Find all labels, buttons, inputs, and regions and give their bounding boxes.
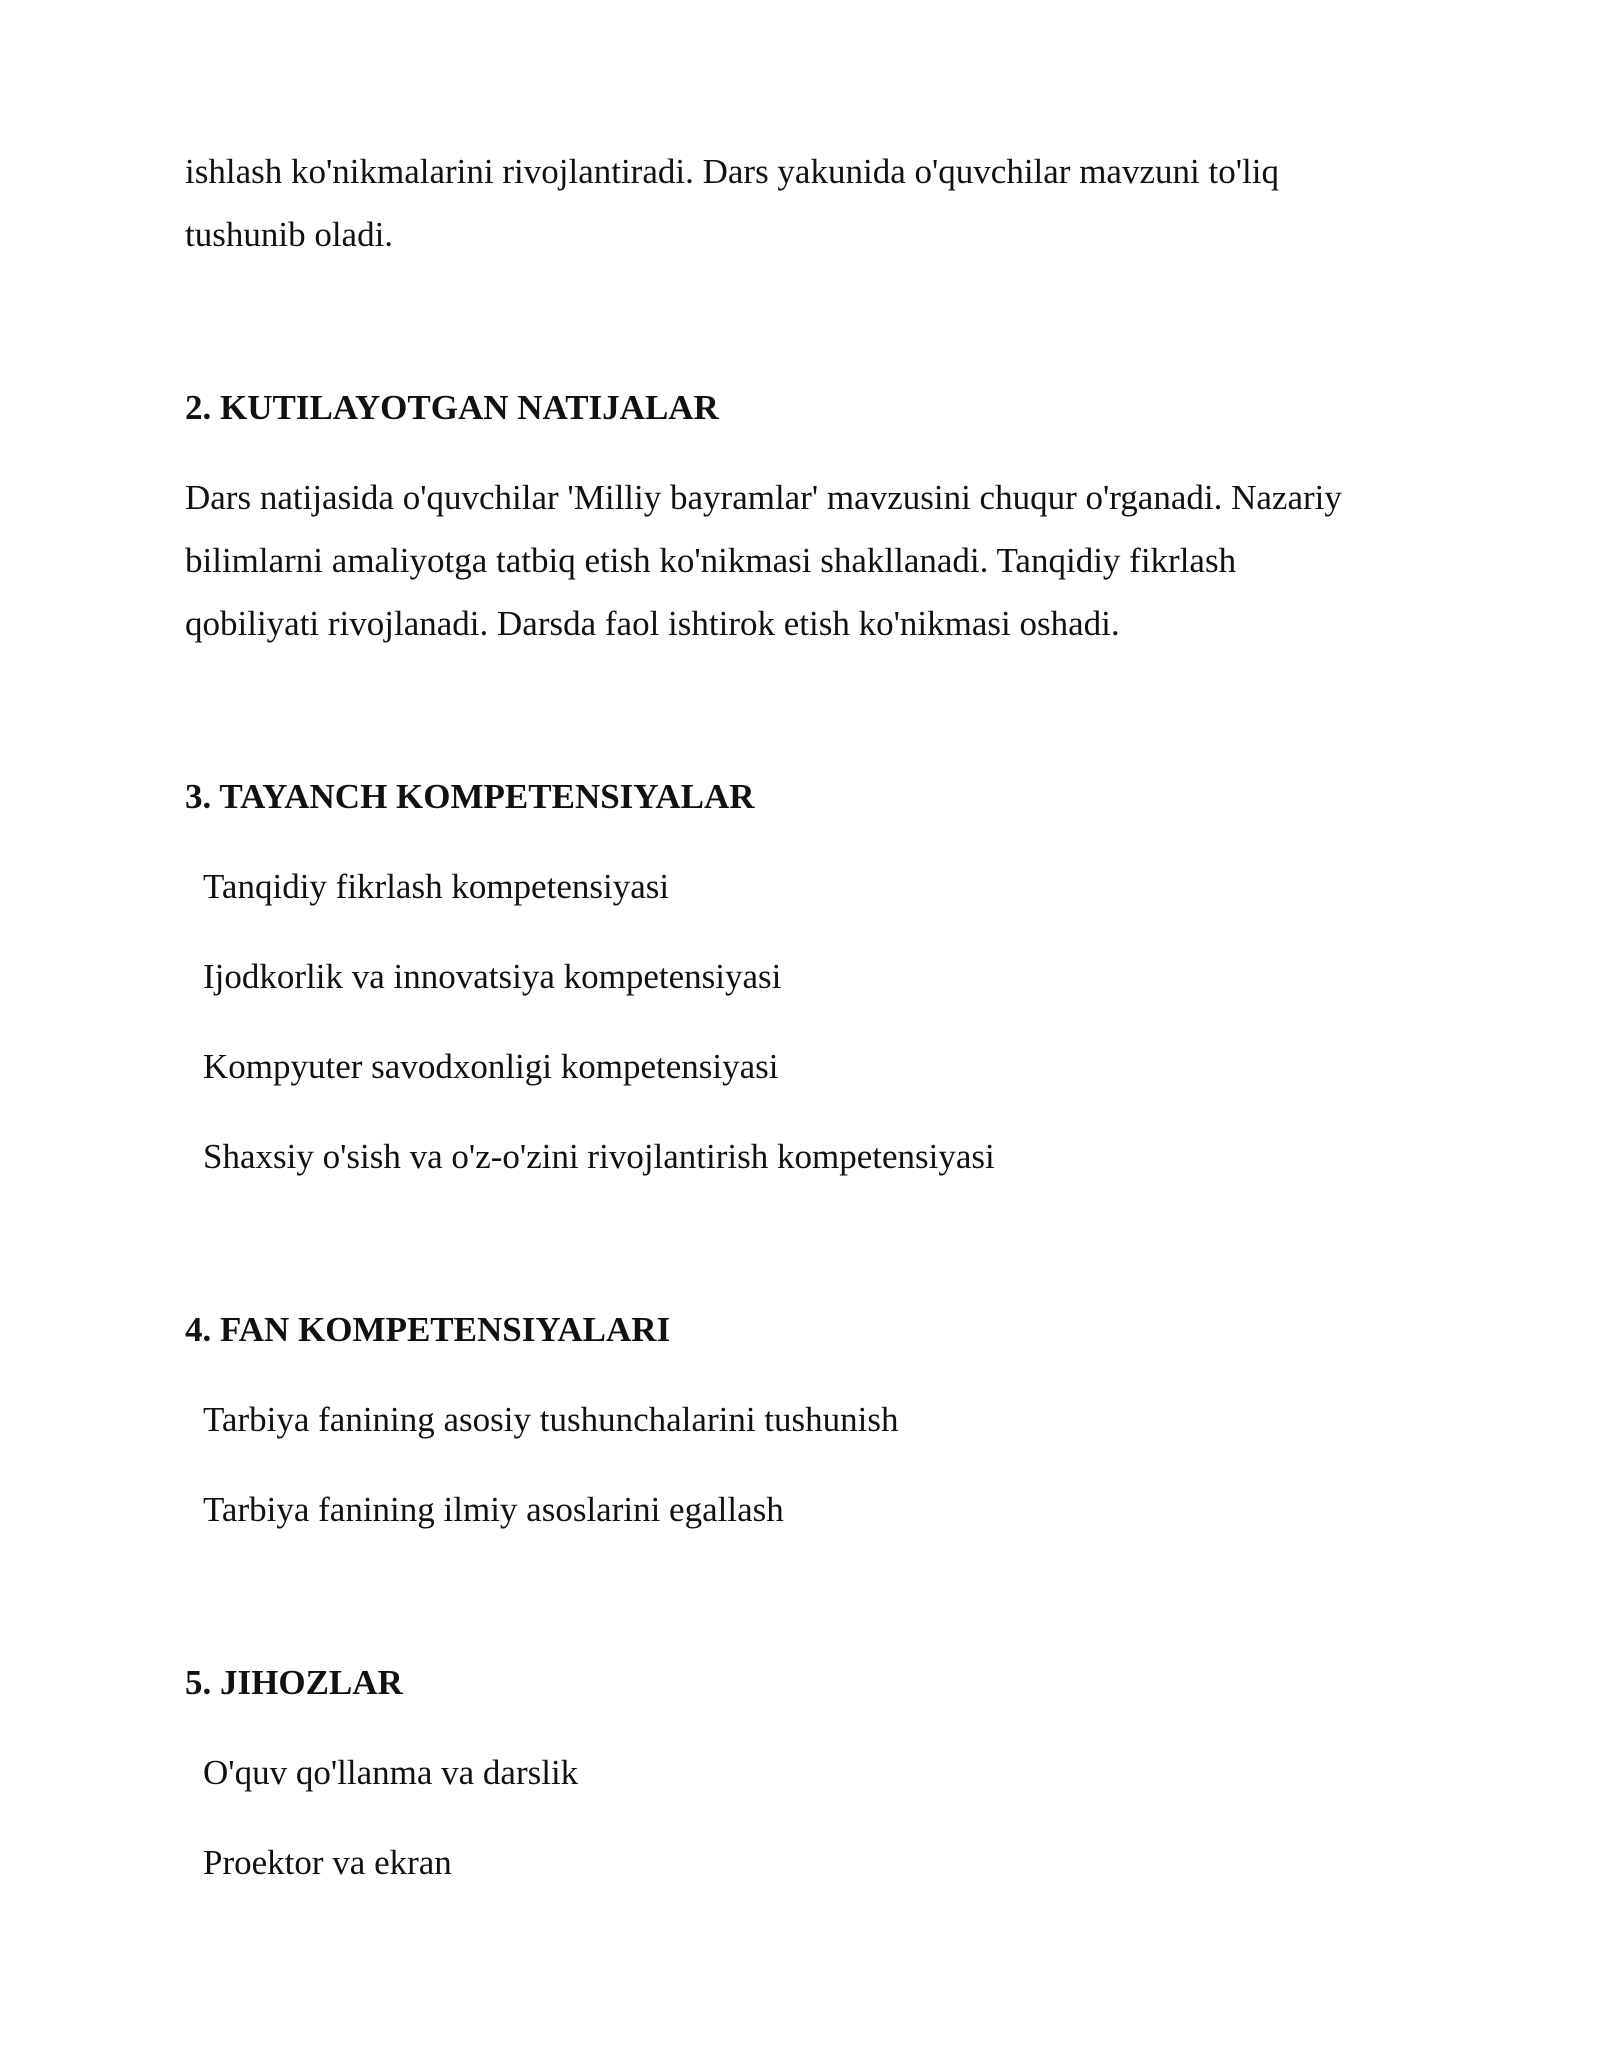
spacer (185, 1098, 1445, 1125)
spacer (185, 1008, 1445, 1035)
list-item: Tarbiya fanining asosiy tushunchalarini tushunish (203, 1400, 899, 1439)
document-page (185, 140, 1445, 1894)
section-heading-natijalar: 2. KUTILAYOTGAN NATIJALAR (185, 388, 719, 427)
spacer (185, 1451, 1445, 1478)
list-item: Proektor va ekran (203, 1843, 452, 1882)
list-item: Kompyuter savodxonligi kompetensiyasi (203, 1047, 779, 1086)
section-heading-jihozlar: 5. JIHOZLAR (185, 1663, 403, 1702)
spacer (185, 918, 1445, 945)
spacer (185, 1541, 1445, 1651)
spacer (185, 439, 1445, 466)
natijalar-line-3: qobiliyati rivojlanadi. Darsda faol ishtirok etish ko'nikmasi oshadi. (185, 604, 1120, 643)
list-item: Ijodkorlik va innovatsiya kompetensiyasi (203, 957, 782, 996)
spacer (185, 1714, 1445, 1741)
list-item: Tanqidiy fikrlash kompetensiyasi (203, 867, 670, 906)
spacer (185, 1804, 1445, 1831)
intro-line-2: tushunib oladi. (185, 215, 394, 254)
list-item: O'quv qo'llanma va darslik (203, 1753, 579, 1792)
list-item: Tarbiya fanining ilmiy asoslarini egallash (203, 1490, 784, 1529)
section-heading-tayanch: 3. TAYANCH KOMPETENSIYALAR (185, 777, 755, 816)
spacer (185, 828, 1445, 855)
list-item: Shaxsiy o'sish va o'z-o'zini rivojlantirish kompetensiyasi (203, 1137, 995, 1176)
spacer (185, 655, 1445, 765)
spacer (185, 1188, 1445, 1298)
natijalar-line-1: Dars natijasida o'quvchilar 'Milliy bayramlar' mavzusini chuqur o'rganadi. Nazariy (185, 478, 1342, 517)
spacer (185, 266, 1445, 376)
section-heading-fan: 4. FAN KOMPETENSIYALARI (185, 1310, 671, 1349)
spacer (185, 1361, 1445, 1388)
natijalar-line-2: bilimlarni amaliyotga tatbiq etish ko'nikmasi shakllanadi. Tanqidiy fikrlash (185, 541, 1237, 580)
intro-line-1: ishlash ko'nikmalarini rivojlantiradi. Dars yakunida o'quvchilar mavzuni to'liq (185, 152, 1279, 191)
